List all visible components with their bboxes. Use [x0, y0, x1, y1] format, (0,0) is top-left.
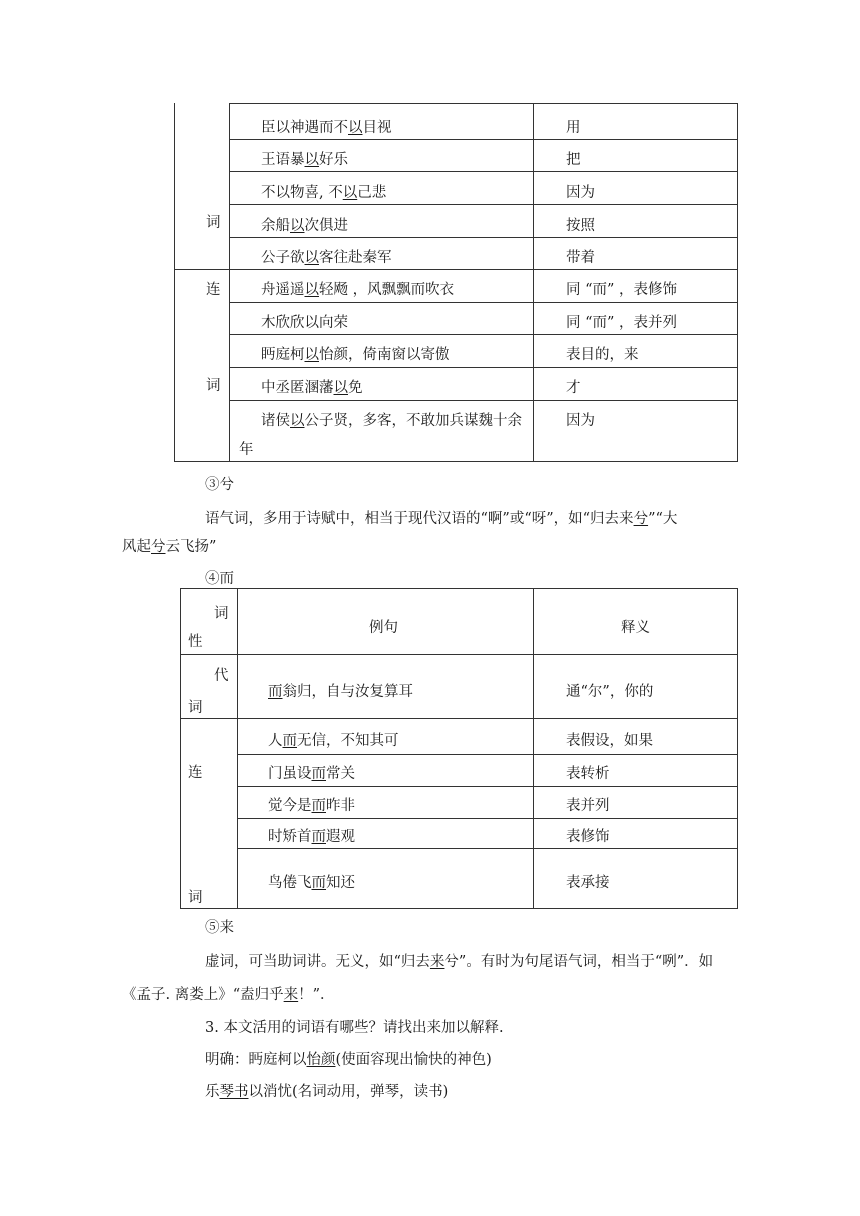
example-sentence: 中丞匿溷藩以免 [261, 380, 363, 396]
example-sentence: 诸侯以公子贤，多客，不敢加兵谋魏十余 [261, 413, 522, 429]
gloss: 因为 [566, 413, 595, 429]
section-heading-lai: ⑤来 [205, 920, 234, 936]
gloss: 表并列 [566, 798, 610, 814]
gloss: 因为 [566, 185, 595, 201]
pos-label: 词 [206, 378, 221, 394]
gloss: 通“尔”，你的 [566, 684, 654, 700]
gloss: 用 [566, 120, 581, 136]
pos-label: 连 [206, 282, 221, 298]
example-sentence: 余船以次俱进 [261, 218, 348, 234]
example-sentence: 门虽设而常关 [268, 766, 355, 782]
paragraph-xi-line1: 语气词，多用于诗赋中，相当于现代汉语的“啊”或“呀”，如“归去来兮”“大 [205, 511, 678, 527]
paragraph-xi-line2: 风起兮云飞扬” [122, 539, 217, 555]
example-sentence: 不以物喜, 不以己悲 [261, 185, 387, 201]
gloss: 表承接 [566, 875, 610, 891]
example-sentence: 而翁归，自与汝复算耳 [268, 684, 413, 700]
pos-label: 连 [188, 765, 203, 781]
example-sentence: 公子欲以客往赴秦军 [261, 250, 392, 266]
example-sentence: 木欣欣以向荣 [261, 315, 348, 331]
example-sentence: 臣以神遇而不以目视 [261, 120, 392, 136]
gloss: 表修饰 [566, 829, 610, 845]
example-sentence: 王语暴以好乐 [261, 152, 348, 168]
section-heading-xi: ③兮 [205, 477, 234, 493]
gloss: 表转析 [566, 766, 610, 782]
example-sentence: 鸟倦飞而知还 [268, 875, 355, 891]
example-sentence-wrap: 年 [239, 442, 254, 458]
gloss: 才 [566, 380, 581, 396]
gloss: 表目的，来 [566, 347, 639, 363]
gloss: 带着 [566, 250, 595, 266]
gloss: 按照 [566, 218, 595, 234]
header-pos-b: 性 [188, 634, 203, 650]
header-example: 例句 [369, 620, 398, 636]
answer-line-2: 乐琴书以消忧(名词动用，弹琴，读书) [205, 1084, 449, 1100]
pos-label: 代 [214, 668, 229, 684]
section-heading-er: ④而 [205, 571, 234, 587]
example-sentence: 时矫首而遐观 [268, 829, 355, 845]
gloss: 同 “而” ，表修饰 [566, 282, 678, 298]
gloss: 同 “而” ，表并列 [566, 315, 678, 331]
example-sentence: 觉今是而昨非 [268, 798, 355, 814]
pos-label: 词 [206, 215, 221, 231]
example-sentence: 舟遥遥以轻飏 ，风飘飘而吹衣 [261, 282, 455, 298]
gloss: 把 [566, 152, 581, 168]
pos-label: 词 [188, 890, 203, 906]
paragraph-lai-line1: 虚词，可当助词讲。无义，如“归去来兮”。有时为句尾语气词，相当于“咧”．如 [205, 954, 714, 970]
pos-label: 词 [188, 700, 203, 716]
header-gloss: 释义 [621, 620, 650, 636]
answer-line-1: 明确：眄庭柯以怡颜(使面容现出愉快的神色) [205, 1052, 492, 1068]
paragraph-lai-line2: 《孟子. 离娄上》“盍归乎来！”． [122, 987, 335, 1003]
example-sentence: 眄庭柯以怡颜，倚南窗以寄傲 [261, 347, 450, 363]
question-3: 3. 本文活用的词语有哪些？请找出来加以解释. [205, 1020, 504, 1036]
header-pos-a: 词 [214, 606, 229, 622]
example-sentence: 人而无信，不知其可 [268, 733, 399, 749]
gloss: 表假设，如果 [566, 733, 653, 749]
